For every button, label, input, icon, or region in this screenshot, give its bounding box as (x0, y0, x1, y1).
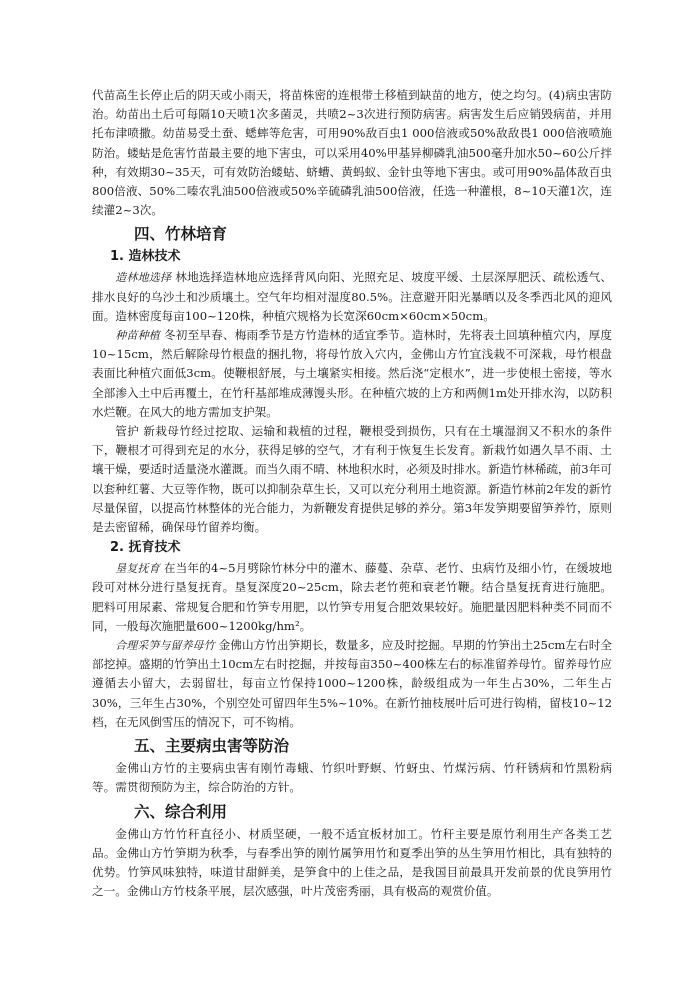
paragraph-shoot-harvest (92, 636, 612, 732)
subheading-tending: 2. 抚育技术 (110, 540, 181, 556)
run-in-heading: 造林地选择 (115, 271, 172, 285)
paragraph-utilization: 金佛山方竹竹秆直径小、材质坚硬，一般不适宜板材加工。竹秆主要是原竹利用生产各类工艺品。金佛山方竹笋期为秋季，与春季出笋的刚竹属笋用竹和夏季出笋的丛生笋用竹相比，具有独特的优势。竹笋风味独特，味道甘甜鲜美，是笋食中的上佳之品，是我国目前最具开发前景的优良笋用竹之一。金佛山方竹枝条平展，层次感强，叶片茂密秀丽，具有极高的观赏价值。 (92, 826, 612, 899)
paragraph-management (92, 422, 612, 537)
run-in-heading: 管护 (115, 424, 140, 439)
paragraph-seedling-care: 代苗高生长停止后的阴天或小雨天，将苗株密的连根带土移植到缺苗的地方，使之均匀。(4)病虫害防治。幼苗出土后可每隔10天喷1次多菌灵，共喷2~3次进行预防病害。病害发生后应销毁病苗，并用托布津喷撒。幼苗易受土蚕、蟋蟀等危害，可用90%敌百虫1 000倍液或50%敌敌畏1 000倍液喷施防治。蝼蛄是危害竹苗最主要的地下害虫，可以采用40%甲基异柳磷乳油500毫升加水50~60公斤拌种，有效期30~35天，可有效防治蝼蛄、蛴螬、黄蚂蚁、金针虫等地下害虫。或可用90%晶体敌百虫800倍液、50%二嗪农乳油500倍液或50%辛硫磷乳油500倍液，任选一种灌根，8~10天灌1次，连续灌2~3次。 (92, 88, 612, 218)
paragraph-text: 新栽母竹经过挖取、运输和栽植的过程，鞭根受到损伤，只有在土壤湿润又不积水的条件下，鞭根才可得到充足的水分，获得足够的空气，才有利于恢复生长发育。新栽竹如遇久旱不雨、土壤干燥，要适时适量浇水灌溉。而当久雨不晴、林地积水时，必须及时排水。新造竹林稀疏，前3年可以套种红薯、大豆等作物，既可以抑制杂草生长，又可以充分利用土地资源。新造竹林前2年发的新竹尽量保留，以提高竹林整体的光合能力，为新鞭发育提供足够的养分。第3年发笋期要留笋养竹，原则是去密留稀，确保母竹留养均衡。 (92, 424, 612, 535)
paragraph-pest-control: 金佛山方竹的主要病虫害有刚竹毒蛾、竹织叶野螟、竹蚜虫、竹煤污病、竹秆锈病和竹黑粉病等。需贯彻预防为主，综合防治的方针。 (92, 761, 612, 795)
section-heading-utilization: 六、综合利用 (134, 802, 228, 821)
section-heading-pest-control: 五、主要病虫害等防治 (134, 737, 290, 756)
paragraph-text: 林地选择造林地应选择背风向阳、光照充足、坡度平缓、土层深厚肥沃、疏松透气、排水良好的乌沙土和沙质壤土。空气年均相对湿度80.5%。注意避开阳光暴晒以及冬季西北风的迎风面。造林密度每亩100~120株，种植穴规格为长宽深60cm×60cm×50cm。 (92, 270, 612, 323)
paragraph-text: 冬初至早春、梅雨季节是方竹造林的适宜季节。造林时，先将表土回填种植穴内，厚度10~15cm，然后解除母竹根盘的捆扎物，将母竹放入穴内，金佛山方竹宜浅栽不可深栽，母竹根盘表面比种植穴面低3cm。使鞭根舒展，与土壤紧实相接。然后浇“定根水”，进一步使根土密接，等水全部渗入土中后再覆土，在竹秆基部堆成薄馒头形。在种植穴坡的上方和两侧1m处开排水沟，以防积水烂鞭。在风大的地方需加支护架。 (92, 328, 612, 419)
document-page (92, 86, 612, 901)
paragraph-site-selection (92, 268, 612, 326)
paragraph-planting (92, 326, 612, 422)
subheading-afforestation: 1. 造林技术 (110, 249, 181, 265)
paragraph-text: 金佛山方竹出笋期长，数量多，应及时挖掘。早期的竹笋出土25cm左右时全部挖掉。盛期的竹笋出土10cm左右时挖掘，并按每亩350~400株左右的标准留养母竹。留养母竹应遵循去小留大，去弱留壮，每亩立竹保持1000~1200株，龄级组成为一年生占30%，二年生占30%，三年生占30%，个别空处可留四年生5%~10%。在新竹抽枝展叶后可进行钩梢，留枝10~12档，在无风倒雪压的情况下，可不钩梢。 (92, 638, 612, 729)
run-in-heading: 种苗种植 (115, 329, 160, 343)
run-in-heading: 垦复抚育 (115, 562, 160, 576)
run-in-heading: 合理采笋与留养母竹 (115, 639, 215, 653)
paragraph-text: 在当年的4~5月劈除竹林分中的灌木、藤蔓、杂草、老竹、虫病竹及细小竹，在缓坡地段可对林分进行垦复抚育。垦复深度20~25cm，除去老竹蔸和衰老竹鞭。结合垦复抚育进行施肥。肥料可用尿素、常规复合肥和竹笋专用肥，以竹笋专用复合肥效果较好。施肥量因肥料种类不同而不同，一般每次施肥量600~1200kg/hm²。 (92, 561, 612, 633)
section-heading-forest-cultivation: 四、竹林培育 (134, 225, 228, 244)
paragraph-reclamation (92, 559, 612, 636)
